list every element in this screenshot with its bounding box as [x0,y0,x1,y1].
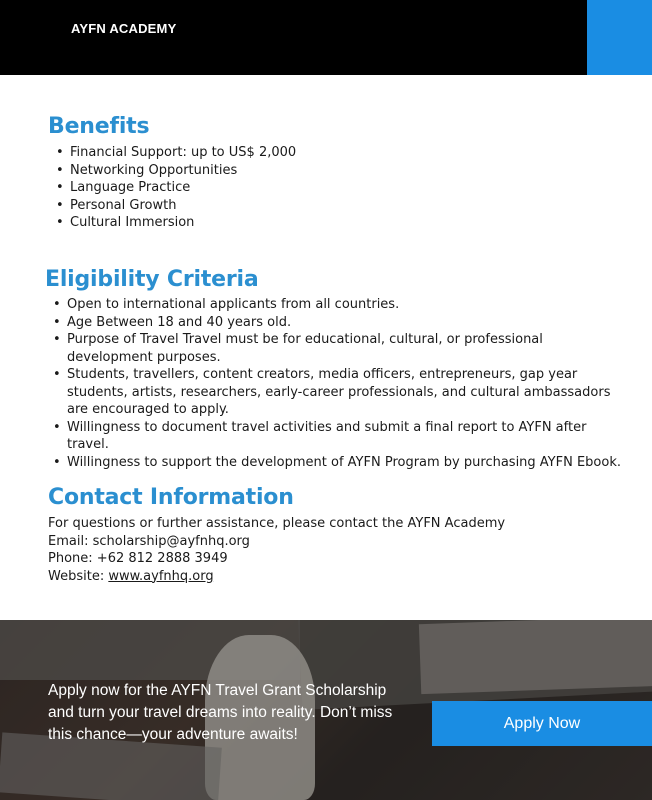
phone-value: +62 812 2888 3949 [96,551,228,566]
list-item: • Networking Opportunities [52,162,612,180]
email-value[interactable]: scholarship@ayfnhq.org [92,533,250,549]
cta-text: Apply now for the AYFN Travel Grant Scholarship and turn your travel dreams into reality. Don’t miss this chance—your adventure awaits! [48,682,393,743]
website-link[interactable]: www.ayfnhq.org [108,568,214,584]
list-item: • Open to international applicants from all countries. [49,296,624,314]
header-bar [0,0,652,75]
benefits-heading: Benefits [48,114,150,139]
email-label: Email: [48,533,89,549]
list-item: • Willingness to support the development of AYFN Program by purchasing AYFN Ebook. [49,454,624,472]
header-accent-block [587,0,652,75]
contact-intro: For questions or further assistance, please contact the AYFN Academy [48,516,506,531]
website-label: Website: [48,568,105,584]
contact-block [48,515,505,585]
list-item: • Language Practice [52,179,612,197]
list-item: • Personal Growth [52,197,612,215]
benefits-list [52,144,612,232]
list-item: • Age Between 18 and 40 years old. [49,314,624,332]
apply-now-button[interactable]: Apply Now [432,701,652,746]
list-item: • Students, travellers, content creators, media officers, entrepreneurs, gap year students, artists, researchers, early-career professionals, and cultural ambassadors are encouraged to apply. [49,366,624,419]
eligibility-list [49,296,624,471]
contact-email-row [48,533,505,551]
contact-phone-row [48,550,505,568]
header-title: AYFN ACADEMY [71,21,177,36]
list-item: • Willingness to document travel activities and submit a final report to AYFN after travel. [49,419,624,454]
list-item: • Cultural Immersion [52,214,612,232]
eligibility-heading: Eligibility Criteria [45,267,259,292]
footer-banner [0,620,652,800]
phone-label: Phone: [48,551,93,566]
list-item: • Financial Support: up to US$ 2,000 [52,144,612,162]
list-item: • Purpose of Travel Travel must be for educational, cultural, or professional development purposes. [49,331,624,366]
contact-heading: Contact Information [48,485,294,510]
contact-website-row [48,568,505,586]
